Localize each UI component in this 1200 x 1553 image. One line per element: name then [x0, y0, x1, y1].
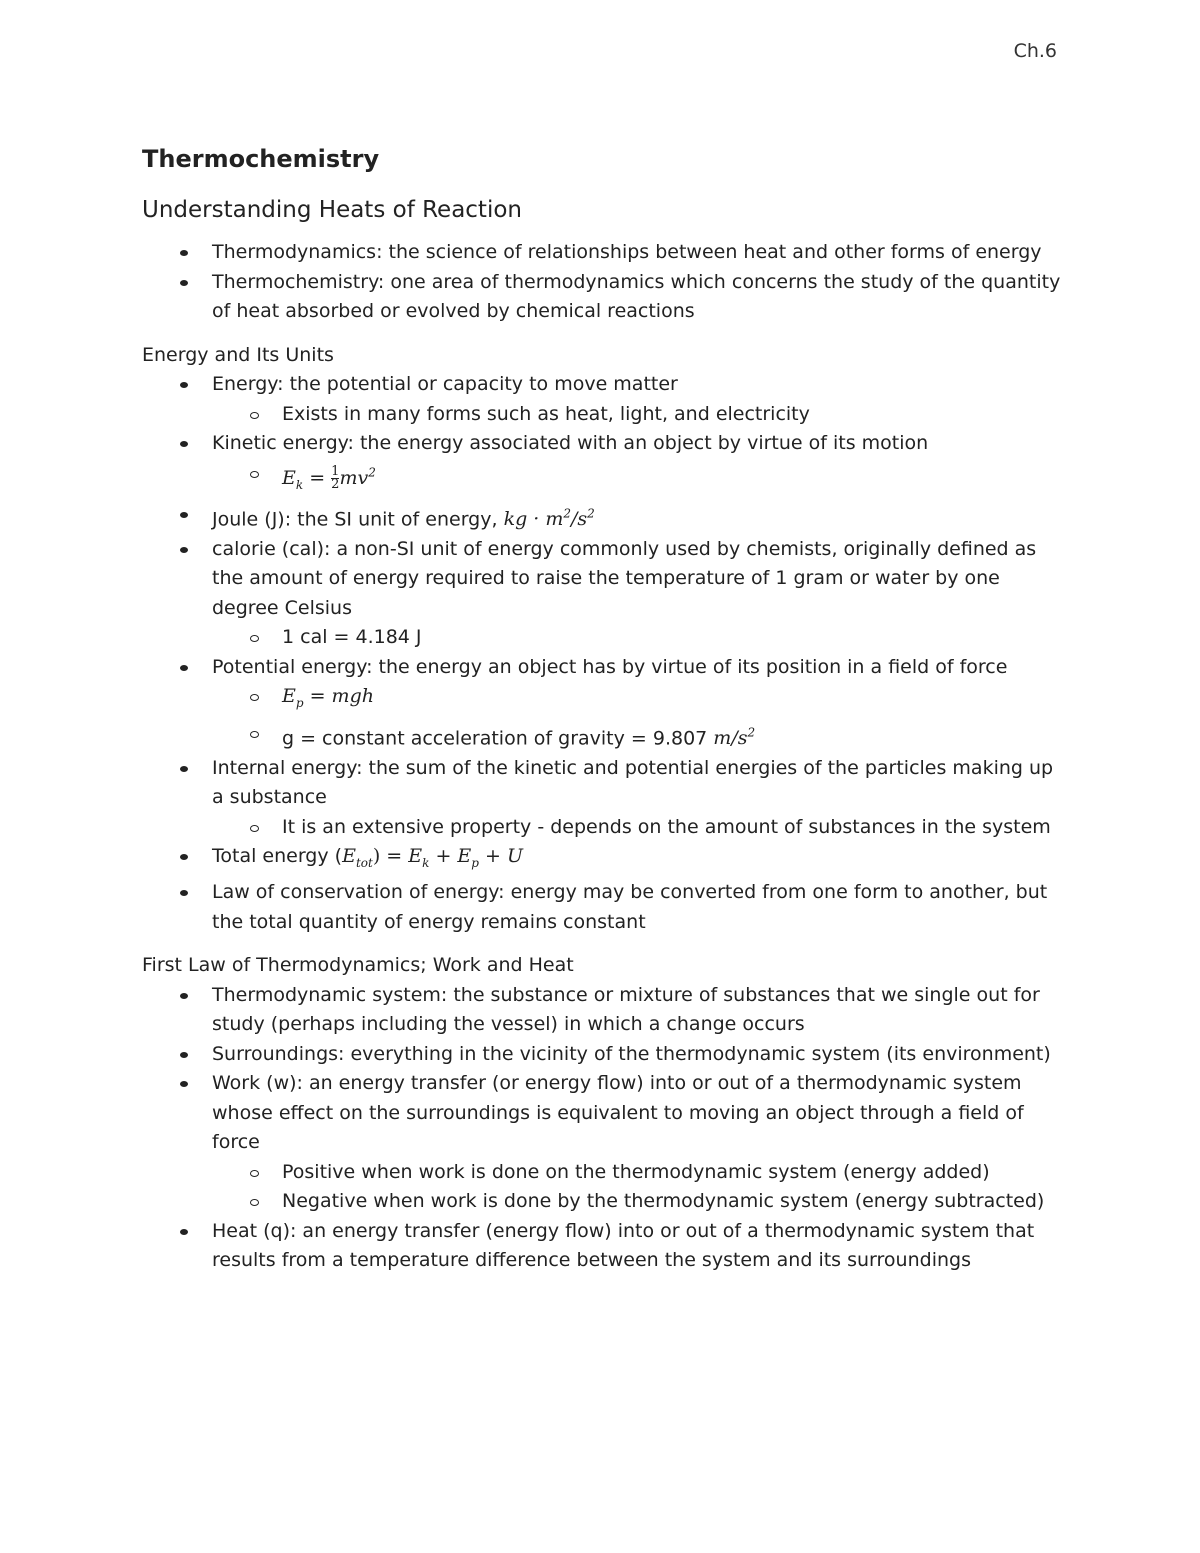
list-item: Total energy $(E_{tot}) = E_k + E_p + U$ [142, 842, 1062, 878]
sub-list-item: 1 cal = 4.184 J [212, 623, 1062, 653]
list-item: Joule (J): the SI unit of energy, kg · $m^2/s^2$ [142, 500, 1062, 535]
sub-list-item: g = constant acceleration of gravity = 9.807 $m/s^2$ [212, 719, 1062, 754]
circle-bullet-icon [250, 825, 259, 832]
circle-bullet-icon [250, 694, 259, 701]
list-item: Work (w): an energy transfer (or energy flow) into or out of a thermodynamic system whose effect on the surroundings is equivalent to moving an object through a field of force Positive when work is done on the thermodynamic system (energy added) Negative when work is done by the thermodynamic system (energy subtracted) [142, 1069, 1062, 1217]
bullet-icon [180, 854, 188, 860]
list-heats [142, 238, 1062, 327]
bullet-icon [180, 512, 188, 518]
list-item: Thermodynamic system: the substance or mixture of substances that we single out for study (perhaps including the vessel) in which a change occurs [142, 981, 1062, 1040]
bullet-icon [180, 665, 188, 671]
bullet-icon [180, 441, 188, 447]
circle-bullet-icon [250, 731, 259, 738]
sub-list-item: Positive when work is done on the thermodynamic system (energy added) [212, 1158, 1062, 1188]
bullet-icon [180, 382, 188, 388]
bullet-icon [180, 890, 188, 896]
list-item: calorie (cal): a non-SI unit of energy commonly used by chemists, originally defined as the amount of energy required to raise the temperature of 1 gram or water by one degree Celsius 1 cal = 4.184 J [142, 535, 1062, 653]
list-item: Thermochemistry: one area of thermodynamics which concerns the study of the quantity of heat absorbed or evolved by chemical reactions [142, 268, 1062, 327]
joule-unit: kg · $m^2/s^2$ [503, 507, 595, 531]
gravity-unit: $m/s^2$ [713, 725, 756, 750]
section-heading-heats: Understanding Heats of Reaction [142, 197, 522, 223]
sub-list-item: Negative when work is done by the thermodynamic system (energy subtracted) [212, 1187, 1062, 1217]
bullet-icon [180, 1229, 188, 1235]
section-heading-first-law: First Law of Thermodynamics; Work and Heat [142, 954, 574, 977]
total-energy-equation: $E_{tot}) = E_k + E_p + U$ [342, 845, 523, 870]
document-body [142, 138, 1062, 1276]
bullet-icon [180, 1052, 188, 1058]
list-item: Potential energy: the energy an object has by virtue of its position in a field of force $E_p$ = mgh g = constant acceleration of gravity = 9.807 $m/s^2$ [142, 653, 1062, 754]
circle-bullet-icon [250, 1199, 259, 1206]
circle-bullet-icon [250, 412, 259, 419]
list-item: Surroundings: everything in the vicinity of the thermodynamic system (its environment) [142, 1040, 1062, 1070]
section-heading-energy: Energy and Its Units [142, 343, 334, 366]
potential-equation: $E_p$ = mgh [282, 685, 374, 711]
list-item: Energy: the potential or capacity to move matter Exists in many forms such as heat, light, and electricity [142, 370, 1062, 429]
list-item: Kinetic energy: the energy associated with an object by virtue of its motion $E_k$ = $\frac{1}{2}$ $mv^2$ [142, 429, 1062, 500]
bullet-icon [180, 993, 188, 999]
bullet-icon [180, 280, 188, 286]
list-first-law [142, 981, 1062, 1276]
list-item: Heat (q): an energy transfer (energy flow) into or out of a thermodynamic system that results from a temperature difference between the system and its surroundings [142, 1217, 1062, 1276]
circle-bullet-icon [250, 635, 259, 642]
sub-list-item [212, 459, 1062, 501]
sub-list-item: Exists in many forms such as heat, light, and electricity [212, 400, 1062, 430]
circle-bullet-icon [250, 471, 259, 478]
sub-list-item [212, 682, 1062, 718]
list-item: Thermodynamics: the science of relationships between heat and other forms of energy [142, 238, 1062, 268]
circle-bullet-icon [250, 1170, 259, 1177]
bullet-icon [180, 766, 188, 772]
list-item: Internal energy: the sum of the kinetic and potential energies of the particles making up a substance It is an extensive property - depends on the amount of substances in the system [142, 754, 1062, 843]
bullet-icon [180, 250, 188, 256]
chapter-label: Ch.6 [1013, 40, 1057, 62]
page-title: Thermochemistry [142, 145, 380, 173]
bullet-icon [180, 1081, 188, 1087]
list-energy [142, 370, 1062, 937]
kinetic-equation: $E_k$ = $\frac{1}{2}$ $mv^2$ [282, 464, 376, 493]
bullet-icon [180, 547, 188, 553]
list-item: Law of conservation of energy: energy may be converted from one form to another, but the total quantity of energy remains constant [142, 878, 1062, 937]
sub-list-item: It is an extensive property - depends on the amount of substances in the system [212, 813, 1062, 843]
